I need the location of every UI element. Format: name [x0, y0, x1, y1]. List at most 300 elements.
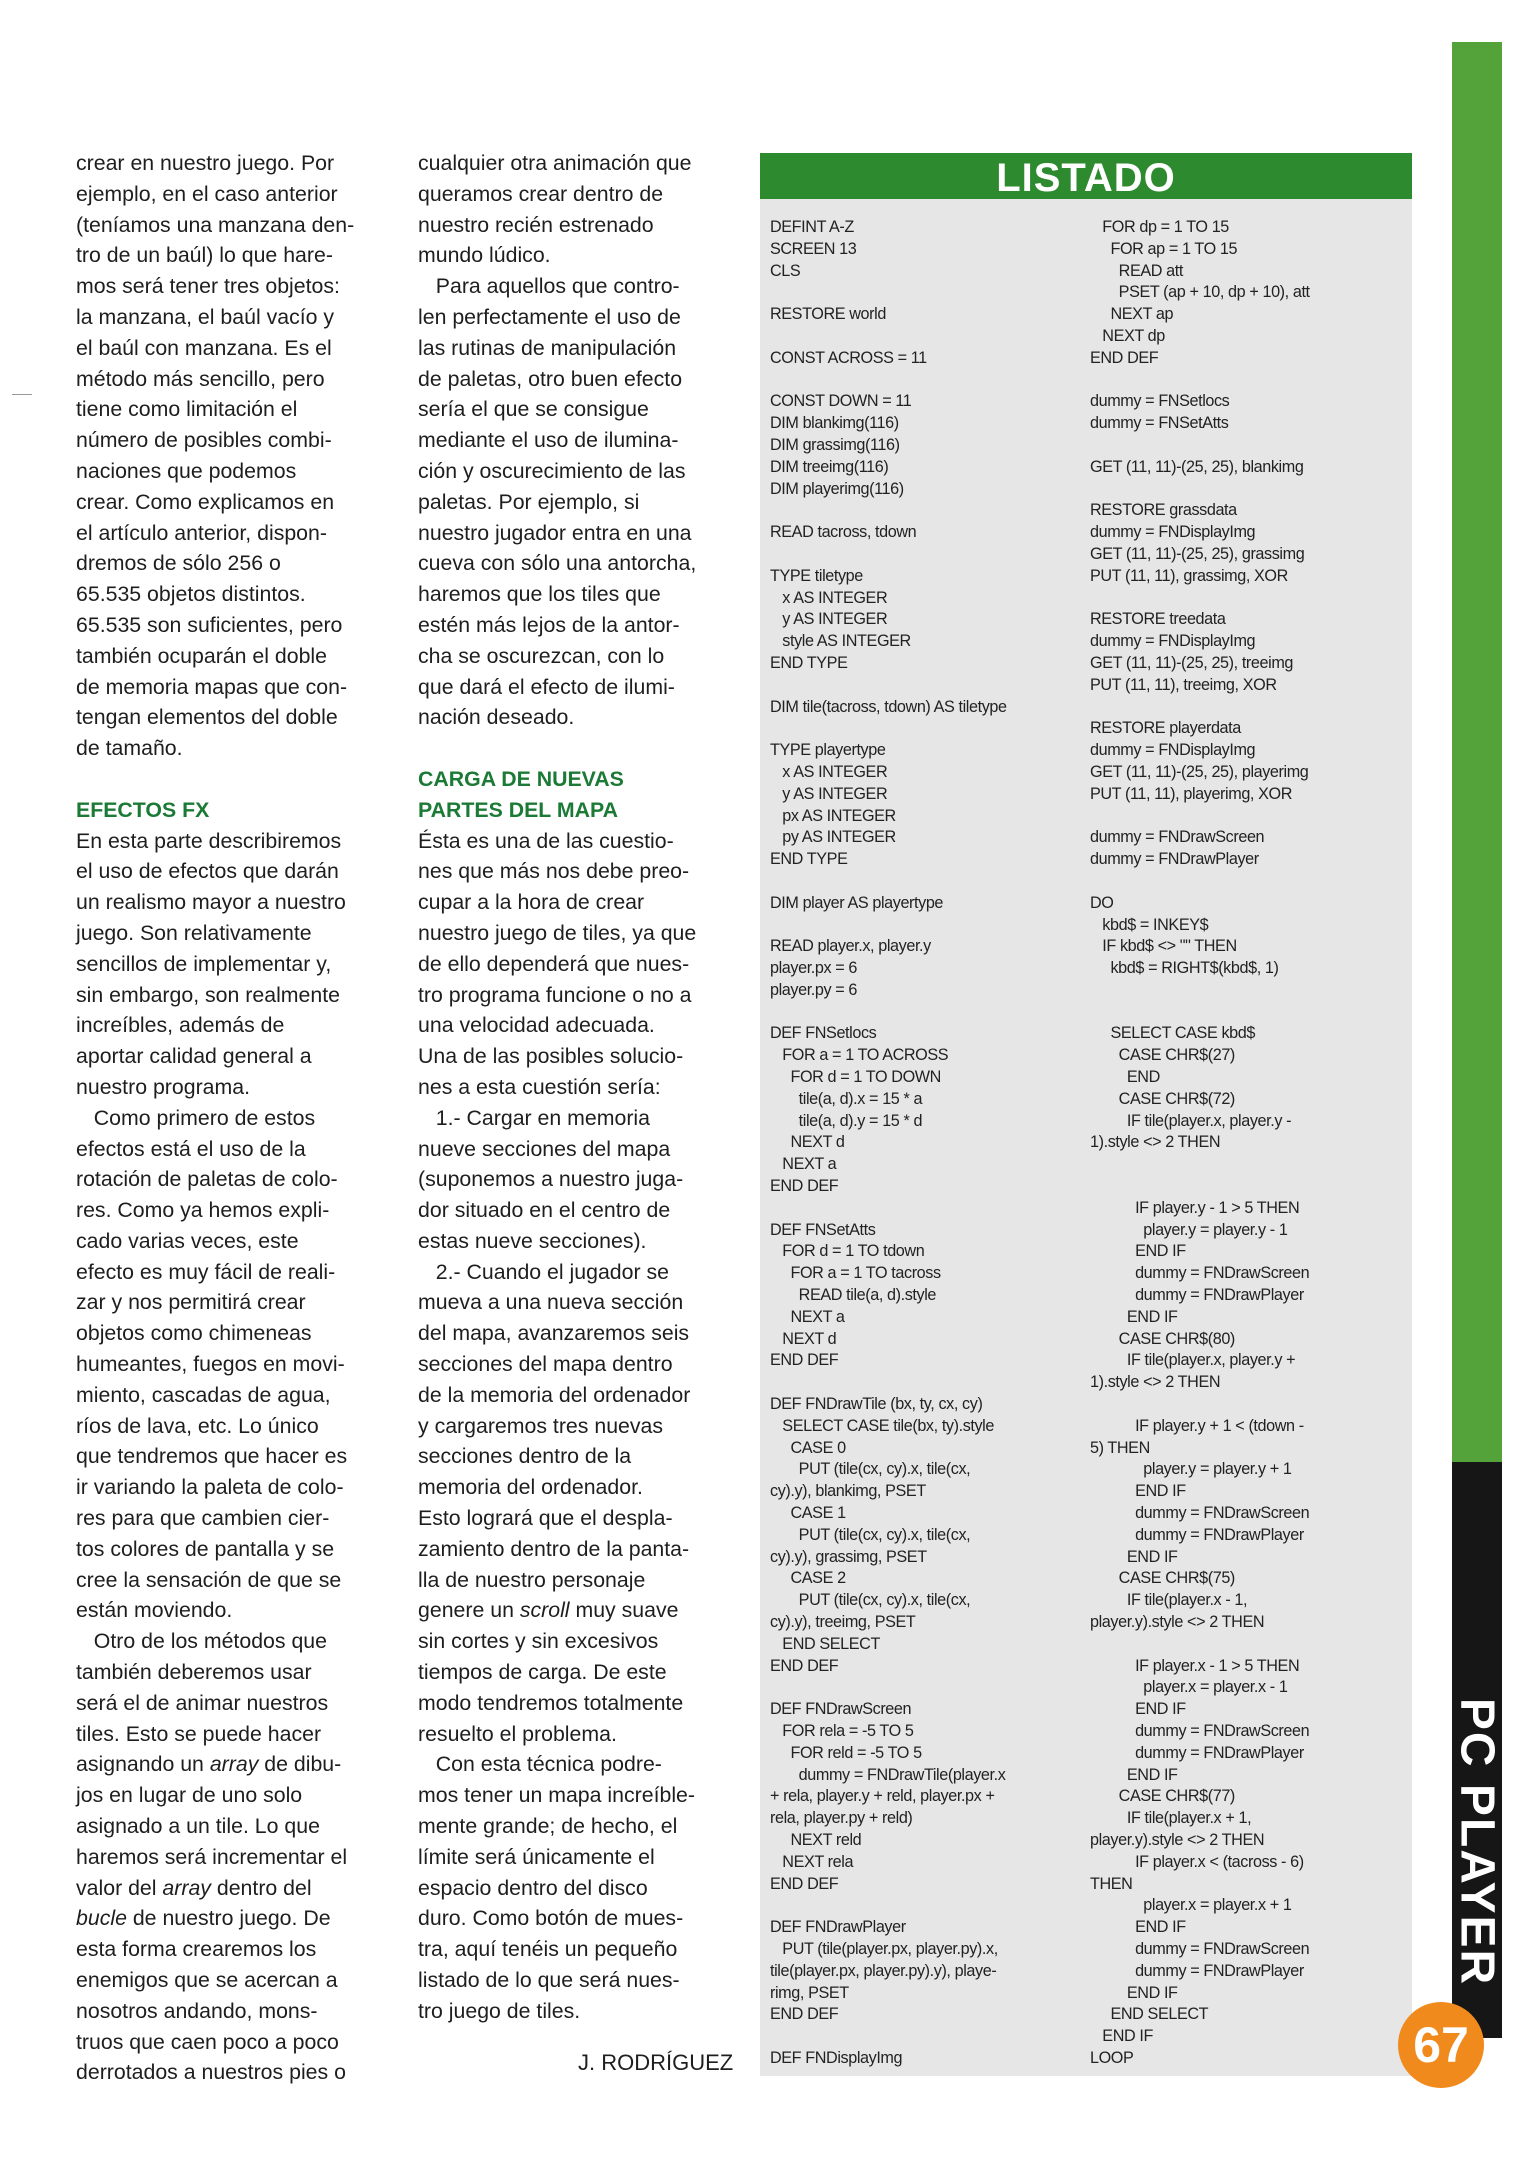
- body-text-line: mente grande; de hecho, el: [418, 1814, 678, 1839]
- body-text-line: mos será tener tres objetos:: [76, 274, 340, 299]
- body-text-line: estas nueve secciones).: [418, 1228, 647, 1253]
- code-column-left: [770, 217, 1065, 2070]
- body-text-line: En esta parte describiremos: [76, 828, 342, 853]
- body-text-line: la manzana, el baúl vacío y: [76, 304, 335, 329]
- code-line: [1090, 1634, 1400, 1656]
- body-text-line: tiene como limitación el: [76, 397, 298, 422]
- code-line: [770, 1677, 1065, 1699]
- body-text-line: cha se oscurezcan, con lo: [418, 643, 665, 668]
- code-line: tile(a, d).y = 15 * d: [770, 1111, 923, 1130]
- code-line: IF kbd$ <> "" THEN: [1090, 937, 1237, 956]
- body-text-line: increíbles, además de: [76, 1013, 285, 1038]
- code-line: END IF: [1090, 1547, 1178, 1566]
- code-line: NEXT rela: [770, 1852, 854, 1871]
- code-line: PUT (tile(cx, cy).x, tile(cx,: [770, 1525, 971, 1544]
- section-heading: CARGA DE NUEVAS: [418, 766, 624, 791]
- code-line: END TYPE: [770, 653, 848, 672]
- code-line: [1090, 370, 1400, 392]
- body-text-line: Otro de los métodos que: [76, 1629, 327, 1654]
- code-line: READ att: [1090, 261, 1183, 280]
- code-line: [770, 1895, 1065, 1917]
- italic-term: array: [162, 1875, 211, 1900]
- body-text-line: listado de lo que será nues-: [418, 1968, 680, 1993]
- code-line: END DEF: [770, 1351, 839, 1370]
- code-line: TYPE playertype: [770, 741, 886, 760]
- code-line: dummy = FNDrawTile(player.x: [770, 1765, 1006, 1784]
- body-text-line: tra, aquí tenéis un pequeño: [418, 1937, 678, 1962]
- code-line: CLS: [770, 261, 801, 280]
- code-line: dummy = FNDisplayImg: [1090, 523, 1256, 542]
- code-line: CASE CHR$(27): [1090, 1046, 1235, 1065]
- body-text-line: sería el que se consigue: [418, 397, 649, 422]
- code-line: DEF FNDrawScreen: [770, 1700, 912, 1719]
- code-line: tile(a, d).x = 15 * a: [770, 1089, 923, 1108]
- body-text-line: haremos que los tiles que: [418, 582, 661, 607]
- body-text-line: método más sencillo, pero: [76, 366, 325, 391]
- code-line: dummy = FNDrawPlayer: [1090, 1743, 1304, 1762]
- body-text-line: mundo lúdico.: [418, 243, 551, 268]
- body-text-line: valor del array dentro del: [76, 1875, 312, 1900]
- code-line: player.y).style <> 2 THEN: [1090, 1613, 1265, 1631]
- body-text-line: juego. Son relativamente: [76, 920, 312, 945]
- code-line: rela, player.py + reld): [770, 1809, 913, 1828]
- body-text-line: rotación de paletas de colo-: [76, 1167, 338, 1192]
- code-line: player.x = player.x + 1: [1090, 1896, 1292, 1915]
- code-line: style AS INTEGER: [770, 632, 911, 651]
- code-line: dummy = FNSetAtts: [1090, 414, 1229, 433]
- body-text-line: un realismo mayor a nuestro: [76, 890, 346, 915]
- body-text-line: nueve secciones del mapa: [418, 1136, 671, 1161]
- body-text-line: enemigos que se acercan a: [76, 1968, 338, 1993]
- code-line: DIM treeimg(116): [770, 457, 889, 476]
- body-text-line: bucle de nuestro juego. De: [76, 1906, 331, 1931]
- body-text-line: cree la sensación de que se: [76, 1567, 342, 1592]
- code-line: END DEF: [770, 1177, 839, 1196]
- body-text-line: derrotados a nuestros pies o: [76, 2060, 346, 2085]
- article-column-2: [418, 148, 728, 2027]
- code-line: CASE CHR$(72): [1090, 1089, 1235, 1108]
- body-text-line: secciones dentro de la: [418, 1444, 632, 1469]
- paragraph-gap: [418, 733, 728, 764]
- code-line: dummy = FNDrawPlayer: [1090, 1286, 1304, 1305]
- code-line: RESTORE grassdata: [1090, 501, 1237, 520]
- body-text-line: ción y oscurecimiento de las: [418, 458, 686, 483]
- body-text-line: aportar calidad general a: [76, 1044, 312, 1069]
- body-text-line: nuestro juego de tiles, ya que: [418, 920, 697, 945]
- body-text-line: asignando un array de dibu-: [76, 1752, 342, 1777]
- code-line: py AS INTEGER: [770, 828, 896, 847]
- body-text-line: (teníamos una manzana den-: [76, 212, 355, 237]
- body-text-line: Para aquellos que contro-: [418, 274, 680, 299]
- body-text-line: esta forma crearemos los: [76, 1937, 317, 1962]
- author-byline: J. RODRÍGUEZ: [578, 2050, 734, 2075]
- code-line: dummy = FNDrawScreen: [1090, 1939, 1310, 1958]
- body-text-line: sin cortes y sin excesivos: [418, 1629, 659, 1654]
- code-line: END DEF: [770, 1656, 839, 1675]
- code-line: dummy = FNDrawPlayer: [1090, 1961, 1304, 1980]
- body-text-line: nuestro jugador entra en una: [418, 520, 692, 545]
- code-line: [1090, 1394, 1400, 1416]
- code-line: [770, 370, 1065, 392]
- body-text-line: tiles. Esto se puede hacer: [76, 1721, 322, 1746]
- code-line: RESTORE playerdata: [1090, 719, 1241, 738]
- code-line: LOOP: [1090, 2048, 1134, 2067]
- code-line: IF player.x < (tacross - 6): [1090, 1852, 1304, 1871]
- code-line: END SELECT: [770, 1634, 880, 1653]
- code-line: END IF: [1090, 1700, 1186, 1719]
- code-line: DIM playerimg(116): [770, 479, 904, 498]
- code-line: 5) THEN: [1090, 1438, 1150, 1457]
- body-text-line: tro juego de tiles.: [418, 1998, 581, 2023]
- code-line: END IF: [1090, 1765, 1178, 1784]
- code-line: IF tile(player.x + 1,: [1090, 1809, 1252, 1828]
- code-line: [1090, 1176, 1400, 1198]
- code-line: END IF: [1090, 1242, 1186, 1261]
- body-text-line: tro de un baúl) lo que hare-: [76, 243, 333, 268]
- code-line: END IF: [1090, 1983, 1178, 2002]
- code-line: NEXT a: [770, 1155, 837, 1174]
- body-text-line: zamiento dentro de la panta-: [418, 1536, 690, 1561]
- body-text-line: dremos de sólo 256 o: [76, 551, 281, 576]
- body-text-line: 65.535 objetos distintos.: [76, 582, 306, 607]
- section-heading: PARTES DEL MAPA: [418, 797, 618, 822]
- body-text-line: Con esta técnica podre-: [418, 1752, 662, 1777]
- body-text-line: límite será únicamente el: [418, 1844, 655, 1869]
- body-text-line: Una de las posibles solucio-: [418, 1044, 684, 1069]
- code-line: SELECT CASE tile(bx, ty).style: [770, 1416, 994, 1435]
- code-line: dummy = FNDrawScreen: [1090, 1504, 1310, 1523]
- code-line: NEXT reld: [770, 1830, 862, 1849]
- code-line: NEXT ap: [1090, 305, 1174, 324]
- code-line: CASE 1: [770, 1504, 846, 1523]
- code-line: NEXT dp: [1090, 326, 1165, 345]
- body-text-line: haremos será incrementar el: [76, 1844, 348, 1869]
- body-text-line: de paletas, otro buen efecto: [418, 366, 683, 391]
- body-text-line: y cargaremos tres nuevas: [418, 1413, 664, 1438]
- code-line: FOR reld = -5 TO 5: [770, 1743, 922, 1762]
- code-line: READ tile(a, d).style: [770, 1286, 937, 1305]
- code-line: END DEF: [770, 1874, 839, 1893]
- code-line: CASE CHR$(75): [1090, 1569, 1235, 1588]
- body-text-line: cupar a la hora de crear: [418, 890, 645, 915]
- code-line: [770, 915, 1065, 937]
- code-line: FOR rela = -5 TO 5: [770, 1721, 914, 1740]
- body-text-line: efectos está el uso de la: [76, 1136, 306, 1161]
- code-line: [1090, 697, 1400, 719]
- code-line: CASE CHR$(80): [1090, 1329, 1235, 1348]
- body-text-line: cueva con sólo una antorcha,: [418, 551, 697, 576]
- code-line: PUT (tile(player.px, player.py).x,: [770, 1939, 998, 1958]
- code-line: [1090, 588, 1400, 610]
- body-text-line: será el de animar nuestros: [76, 1690, 329, 1715]
- code-line: CASE 0: [770, 1438, 846, 1457]
- code-line: DO: [1090, 893, 1114, 912]
- code-listing-box: [760, 153, 1412, 2076]
- body-text-line: tro programa funcione o no a: [418, 982, 692, 1007]
- code-line: [1090, 1154, 1400, 1176]
- code-line: CONST ACROSS = 11: [770, 348, 927, 367]
- body-text-line: dor situado en el centro de: [418, 1198, 671, 1223]
- body-text-line: de ello dependerá que nues-: [418, 951, 690, 976]
- body-text-line: sin embargo, son realmente: [76, 982, 340, 1007]
- body-text-line: número de posibles combi-: [76, 428, 332, 453]
- section-heading: EFECTOS FX: [76, 797, 210, 822]
- body-text-line: asignado a un tile. Lo que: [76, 1814, 320, 1839]
- code-line: [770, 2026, 1065, 2048]
- body-text-line: len perfectamente el uso de: [418, 304, 681, 329]
- code-line: IF tile(player.x, player.y +: [1090, 1351, 1296, 1370]
- body-text-line: cualquier otra animación que: [418, 151, 692, 175]
- code-line: dummy = FNDrawScreen: [1090, 1264, 1310, 1283]
- body-text-line: de tamaño.: [76, 736, 183, 761]
- body-text-line: ir variando la paleta de colo-: [76, 1475, 344, 1500]
- body-text-line: naciones que podemos: [76, 458, 297, 483]
- code-line: FOR a = 1 TO ACROSS: [770, 1046, 949, 1065]
- body-text-line: nación deseado.: [418, 705, 575, 730]
- code-line: kbd$ = RIGHT$(kbd$, 1): [1090, 959, 1279, 978]
- code-line: [770, 326, 1065, 348]
- code-line: DIM tile(tacross, tdown) AS tiletype: [770, 697, 1007, 716]
- body-text-line: truos que caen poco a poco: [76, 2029, 339, 2054]
- code-line: DEF FNDisplayImg: [770, 2048, 903, 2067]
- section-color-bar: [1452, 42, 1502, 1462]
- code-line: NEXT d: [770, 1329, 837, 1348]
- italic-term: array: [209, 1752, 259, 1777]
- code-line: IF player.x - 1 > 5 THEN: [1090, 1656, 1300, 1675]
- code-line: + rela, player.y + reld, player.px +: [770, 1787, 995, 1806]
- body-text-line: una velocidad adecuada.: [418, 1013, 655, 1038]
- body-text-line: memoria del ordenador.: [418, 1475, 643, 1500]
- body-text-line: genere un scroll muy suave: [418, 1598, 679, 1623]
- code-line: player.y = player.y + 1: [1090, 1460, 1292, 1479]
- body-text-line: el artículo anterior, dispon-: [76, 520, 327, 545]
- body-text-line: nuestro programa.: [76, 1074, 251, 1099]
- code-line: PUT (tile(cx, cy).x, tile(cx,: [770, 1591, 971, 1610]
- code-line: IF player.y - 1 > 5 THEN: [1090, 1198, 1300, 1217]
- body-text-line: también ocuparán el doble: [76, 643, 328, 668]
- code-line: dummy = FNDrawScreen: [1090, 828, 1265, 847]
- italic-term: bucle: [76, 1906, 127, 1931]
- code-line: [770, 1198, 1065, 1220]
- code-line: END TYPE: [770, 850, 848, 869]
- body-text-line: el baúl con manzana. Es el: [76, 335, 332, 360]
- body-text-line: mueva a una nueva sección: [418, 1290, 684, 1315]
- code-line: [1090, 435, 1400, 457]
- body-text-line: duro. Como botón de mues-: [418, 1906, 684, 1931]
- code-line: DIM blankimg(116): [770, 414, 899, 433]
- body-text-line: lla de nuestro personaje: [418, 1567, 646, 1592]
- body-text-line: también deberemos usar: [76, 1660, 312, 1685]
- code-line: END: [1090, 1068, 1160, 1087]
- code-line: DEF FNDrawTile (bx, ty, cx, cy): [770, 1395, 983, 1414]
- code-line: FOR a = 1 TO tacross: [770, 1264, 941, 1283]
- code-line: GET (11, 11)-(25, 25), blankimg: [1090, 457, 1304, 476]
- body-text-line: Esto logrará que el despla-: [418, 1506, 673, 1531]
- code-line: PUT (11, 11), playerimg, XOR: [1090, 784, 1293, 803]
- code-line: CONST DOWN = 11: [770, 392, 912, 411]
- code-line: END IF: [1090, 1482, 1186, 1501]
- body-text-line: objetos como chimeneas: [76, 1321, 312, 1346]
- code-line: CASE CHR$(77): [1090, 1787, 1235, 1806]
- code-line: [770, 500, 1065, 522]
- body-text-line: espacio dentro del disco: [418, 1875, 648, 1900]
- body-text-line: Ésta es una de las cuestio-: [418, 828, 674, 853]
- code-line: player.px = 6: [770, 959, 858, 978]
- code-line: FOR ap = 1 TO 15: [1090, 239, 1238, 258]
- code-line: RESTORE world: [770, 305, 886, 324]
- body-text-line: del mapa, avanzaremos seis: [418, 1321, 690, 1346]
- article-column-1: [76, 148, 381, 2088]
- body-text-line: tiempos de carga. De este: [418, 1660, 667, 1685]
- code-line: END DEF: [1090, 348, 1159, 367]
- body-text-line: jos en lugar de uno solo: [76, 1783, 303, 1808]
- code-line: FOR dp = 1 TO 15: [1090, 218, 1229, 236]
- page-number-badge: 67: [1398, 2002, 1484, 2088]
- code-line: END IF: [1090, 2027, 1153, 2046]
- margin-rule: [12, 394, 32, 395]
- code-line: END IF: [1090, 1918, 1186, 1937]
- code-line: IF tile(player.x, player.y -: [1090, 1111, 1292, 1130]
- code-line: PUT (11, 11), treeimg, XOR: [1090, 675, 1277, 694]
- body-text-line: mos tener un mapa increíble-: [418, 1783, 695, 1808]
- code-line: y AS INTEGER: [770, 784, 888, 803]
- body-text-line: res. Como ya hemos expli-: [76, 1198, 330, 1223]
- body-text-line: res para que cambien cier-: [76, 1506, 330, 1531]
- body-text-line: miento, cascadas de agua,: [76, 1382, 331, 1407]
- body-text-line: cado varias veces, este: [76, 1228, 299, 1253]
- paragraph-gap: [76, 764, 381, 795]
- code-line: [770, 718, 1065, 740]
- code-line: [1090, 980, 1400, 1002]
- code-line: kbd$ = INKEY$: [1090, 915, 1209, 934]
- code-line: x AS INTEGER: [770, 762, 888, 781]
- code-line: DIM grassimg(116): [770, 435, 900, 454]
- code-line: DIM player AS playertype: [770, 893, 944, 912]
- body-text-line: 1.- Cargar en memoria: [418, 1105, 650, 1130]
- code-line: [770, 1002, 1065, 1024]
- body-text-line: que tendremos que hacer es: [76, 1444, 348, 1469]
- code-line: RESTORE treedata: [1090, 610, 1226, 629]
- code-line: x AS INTEGER: [770, 588, 888, 607]
- code-line: DEF FNSetAtts: [770, 1220, 876, 1239]
- code-line: IF tile(player.x - 1,: [1090, 1591, 1248, 1610]
- code-line: GET (11, 11)-(25, 25), treeimg: [1090, 653, 1294, 672]
- body-text-line: efecto es muy fácil de reali-: [76, 1259, 336, 1284]
- code-line: FOR d = 1 TO DOWN: [770, 1068, 941, 1087]
- code-line: [1090, 1002, 1400, 1024]
- code-line: player.y).style <> 2 THEN: [1090, 1830, 1265, 1849]
- code-line: IF player.y + 1 < (tdown -: [1090, 1416, 1304, 1435]
- body-text-line: mediante el uso de ilumina-: [418, 428, 679, 453]
- code-line: PSET (ap + 10, dp + 10), att: [1090, 283, 1310, 302]
- body-text-line: sencillos de implementar y,: [76, 951, 332, 976]
- code-line: END IF: [1090, 1307, 1178, 1326]
- code-line: SCREEN 13: [770, 239, 857, 258]
- code-line: 1).style <> 2 THEN: [1090, 1373, 1221, 1392]
- code-column-right: [1090, 217, 1400, 2070]
- body-text-line: ríos de lava, etc. Lo único: [76, 1413, 319, 1438]
- code-line: GET (11, 11)-(25, 25), playerimg: [1090, 762, 1309, 781]
- body-text-line: Como primero de estos: [76, 1105, 316, 1130]
- code-line: tile(player.px, player.py).y), playe-: [770, 1961, 997, 1980]
- body-text-line: nes a esta cuestión sería:: [418, 1074, 661, 1099]
- code-line: [770, 675, 1065, 697]
- code-line: player.x = player.x - 1: [1090, 1678, 1288, 1697]
- code-line: dummy = FNDisplayImg: [1090, 632, 1256, 651]
- code-line: cy).y), treeimg, PSET: [770, 1613, 916, 1631]
- code-line: DEF FNDrawPlayer: [770, 1918, 906, 1937]
- code-line: rimg, PSET: [770, 1983, 849, 2002]
- body-text-line: estén más lejos de la antor-: [418, 612, 680, 637]
- code-line: dummy = FNDisplayImg: [1090, 741, 1256, 760]
- code-line: [1090, 871, 1400, 893]
- code-line: THEN: [1090, 1874, 1133, 1893]
- code-line: GET (11, 11)-(25, 25), grassimg: [1090, 544, 1305, 563]
- body-text-line: secciones del mapa dentro: [418, 1352, 673, 1377]
- body-text-line: humeantes, fuegos en movi-: [76, 1352, 345, 1377]
- code-line: player.y = player.y - 1: [1090, 1220, 1288, 1239]
- code-line: [770, 1372, 1065, 1394]
- code-line: NEXT a: [770, 1307, 845, 1326]
- body-text-line: que dará el efecto de ilumi-: [418, 674, 675, 699]
- code-line: [1090, 806, 1400, 828]
- body-text-line: el uso de efectos que darán: [76, 859, 339, 884]
- code-line: SELECT CASE kbd$: [1090, 1024, 1255, 1043]
- body-text-line: resuelto el problema.: [418, 1721, 617, 1746]
- body-text-line: 2.- Cuando el jugador se: [418, 1259, 670, 1284]
- body-text-line: de la memoria del ordenador: [418, 1382, 691, 1407]
- code-line: NEXT d: [770, 1133, 845, 1152]
- body-text-line: ejemplo, en el caso anterior: [76, 181, 338, 206]
- italic-term: scroll: [519, 1598, 570, 1623]
- code-line: cy).y), grassimg, PSET: [770, 1547, 927, 1566]
- body-text-line: paletas. Por ejemplo, si: [418, 489, 640, 514]
- code-line: [770, 544, 1065, 566]
- code-line: DEFINT A-Z: [770, 218, 854, 236]
- code-line: PUT (11, 11), grassimg, XOR: [1090, 566, 1288, 585]
- listing-title: LISTADO: [760, 153, 1412, 199]
- body-text-line: nes que más nos debe preo-: [418, 859, 690, 884]
- code-line: dummy = FNSetlocs: [1090, 392, 1230, 411]
- code-line: dummy = FNDrawPlayer: [1090, 850, 1259, 869]
- code-line: TYPE tiletype: [770, 566, 863, 585]
- body-text-line: nosotros andando, mons-: [76, 1998, 318, 2023]
- body-text-line: modo tendremos totalmente: [418, 1690, 684, 1715]
- code-line: END SELECT: [1090, 2005, 1209, 2024]
- section-label: PC PLAYER: [1450, 1697, 1504, 1987]
- code-line: [1090, 479, 1400, 501]
- body-text-line: crear. Como explicamos en: [76, 489, 335, 514]
- code-line: player.py = 6: [770, 980, 858, 999]
- code-line: y AS INTEGER: [770, 610, 888, 629]
- body-text-line: las rutinas de manipulación: [418, 335, 677, 360]
- body-text-line: (suponemos a nuestro juga-: [418, 1167, 684, 1192]
- body-text-line: de memoria mapas que con-: [76, 674, 348, 699]
- code-line: PUT (tile(cx, cy).x, tile(cx,: [770, 1460, 971, 1479]
- code-line: [770, 871, 1065, 893]
- code-line: DEF FNSetlocs: [770, 1024, 877, 1043]
- code-line: CASE 2: [770, 1569, 846, 1588]
- code-line: READ tacross, tdown: [770, 523, 917, 542]
- body-text-line: zar y nos permitirá crear: [76, 1290, 306, 1315]
- code-line: cy).y), blankimg, PSET: [770, 1482, 926, 1501]
- code-line: READ player.x, player.y: [770, 937, 931, 956]
- body-text-line: crear en nuestro juego. Por: [76, 151, 335, 175]
- body-text-line: queramos crear dentro de: [418, 181, 664, 206]
- code-line: dummy = FNDrawPlayer: [1090, 1525, 1304, 1544]
- body-text-line: están moviendo.: [76, 1598, 233, 1623]
- code-line: 1).style <> 2 THEN: [1090, 1133, 1221, 1152]
